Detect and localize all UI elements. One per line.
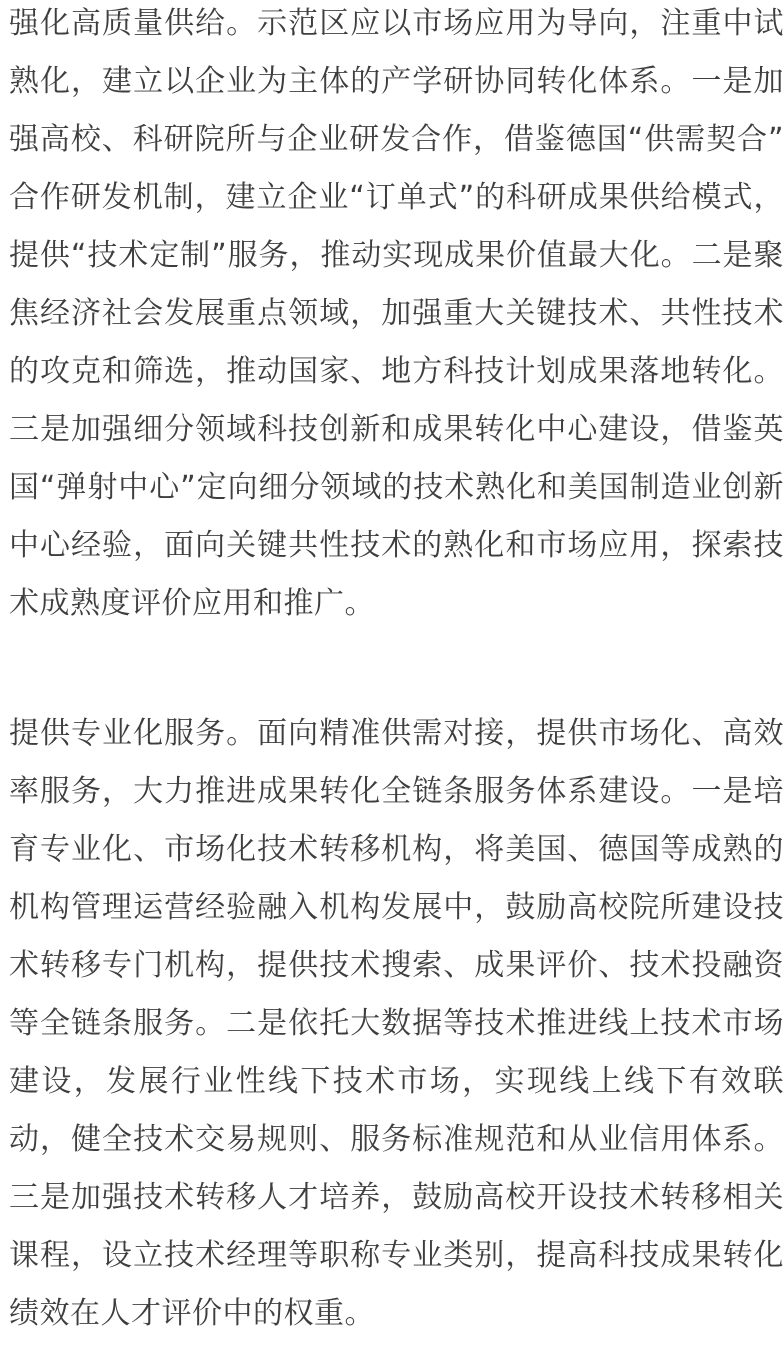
text-line: 术成熟度评价应用和推广。 [9, 586, 375, 621]
text-line: 三是加强细分领域科技创新和成果转化中心建设，借鉴英 [9, 412, 784, 447]
text-line: 等全链条服务。二是依托大数据等技术推进线上技术市场 [9, 1006, 784, 1041]
text-line: 课程，设立技术经理等职称专业类别，提高科技成果转化 [9, 1238, 784, 1273]
text-line: 动，健全技术交易规则、服务标准规范和从业信用体系。 [9, 1122, 784, 1157]
text-line: 三是加强技术转移人才培养，鼓励高校开设技术转移相关 [9, 1180, 784, 1215]
text-line: 提供专业化服务。面向精准供需对接，提供市场化、高效 [9, 716, 784, 751]
text-line: 提供“技术定制”服务，推动实现成果价值最大化。二是聚 [9, 238, 784, 273]
text-line: 焦经济社会发展重点领域，加强重大关键技术、共性技术 [9, 296, 784, 331]
text-line: 国“弹射中心”定向细分领域的技术熟化和美国制造业创新 [9, 470, 784, 505]
text-line: 建设，发展行业性线下技术市场，实现线上线下有效联 [9, 1064, 784, 1099]
text-line: 强高校、科研院所与企业研发合作，借鉴德国“供需契合” [9, 122, 784, 157]
text-line: 机构管理运营经验融入机构发展中，鼓励高校院所建设技 [9, 890, 784, 925]
text-line: 率服务，大力推进成果转化全链条服务体系建设。一是培 [9, 774, 784, 809]
text-line: 术转移专门机构，提供技术搜索、成果评价、技术投融资 [9, 948, 784, 983]
text-line: 育专业化、市场化技术转移机构，将美国、德国等成熟的 [9, 832, 784, 867]
text-line: 的攻克和筛选，推动国家、地方科技计划成果落地转化。 [9, 354, 784, 389]
text-line: 绩效在人才评价中的权重。 [9, 1296, 375, 1331]
text-line: 合作研发机制，建立企业“订单式”的科研成果供给模式， [9, 180, 784, 215]
text-line: 中心经验，面向关键共性技术的熟化和市场应用，探索技 [9, 528, 784, 563]
text-line: 强化高质量供给。示范区应以市场应用为导向，注重中试 [9, 6, 784, 41]
text-line: 熟化，建立以企业为主体的产学研协同转化体系。一是加 [9, 64, 784, 99]
